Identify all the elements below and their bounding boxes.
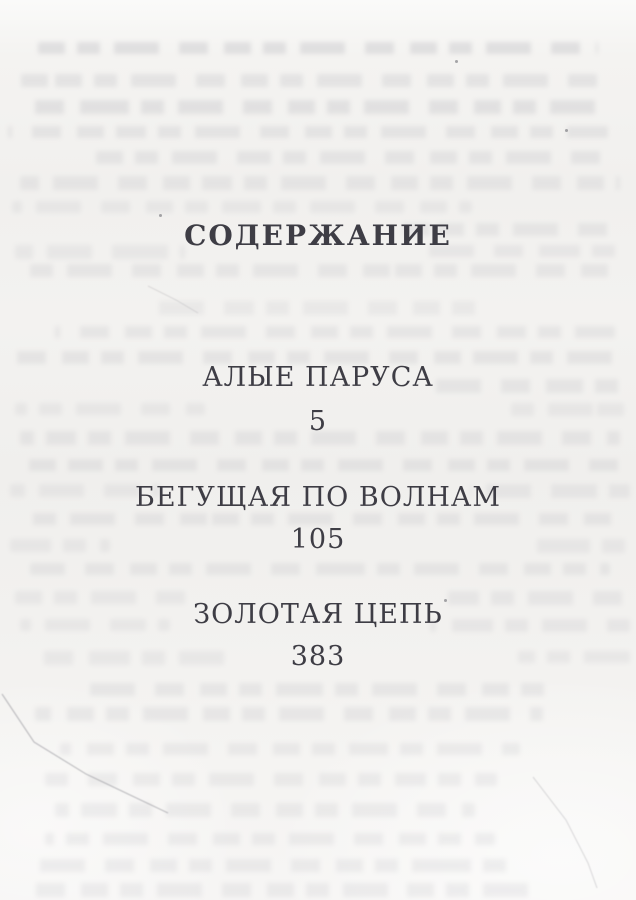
scan-speck — [565, 129, 568, 132]
toc-entry-title-2: БЕГУЩАЯ ПО ВОЛНАМ — [135, 482, 501, 513]
crease-upper-left — [148, 286, 198, 313]
scan-speck — [455, 60, 458, 63]
scan-speck — [159, 214, 162, 217]
toc-entry-page-1: 5 — [308, 406, 328, 437]
toc-entry-title-3: ЗОЛОТАЯ ЦЕПЬ — [193, 599, 443, 630]
crease-bottom-left — [2, 694, 168, 813]
toc-entry-page-2: 105 — [290, 524, 346, 555]
crease-bottom-right — [533, 777, 597, 888]
page-title: СОДЕРЖАНИЕ — [184, 219, 452, 252]
toc-entry-title-1: АЛЫЕ ПАРУСА — [202, 362, 434, 393]
toc-entry-page-3: 383 — [290, 641, 346, 672]
